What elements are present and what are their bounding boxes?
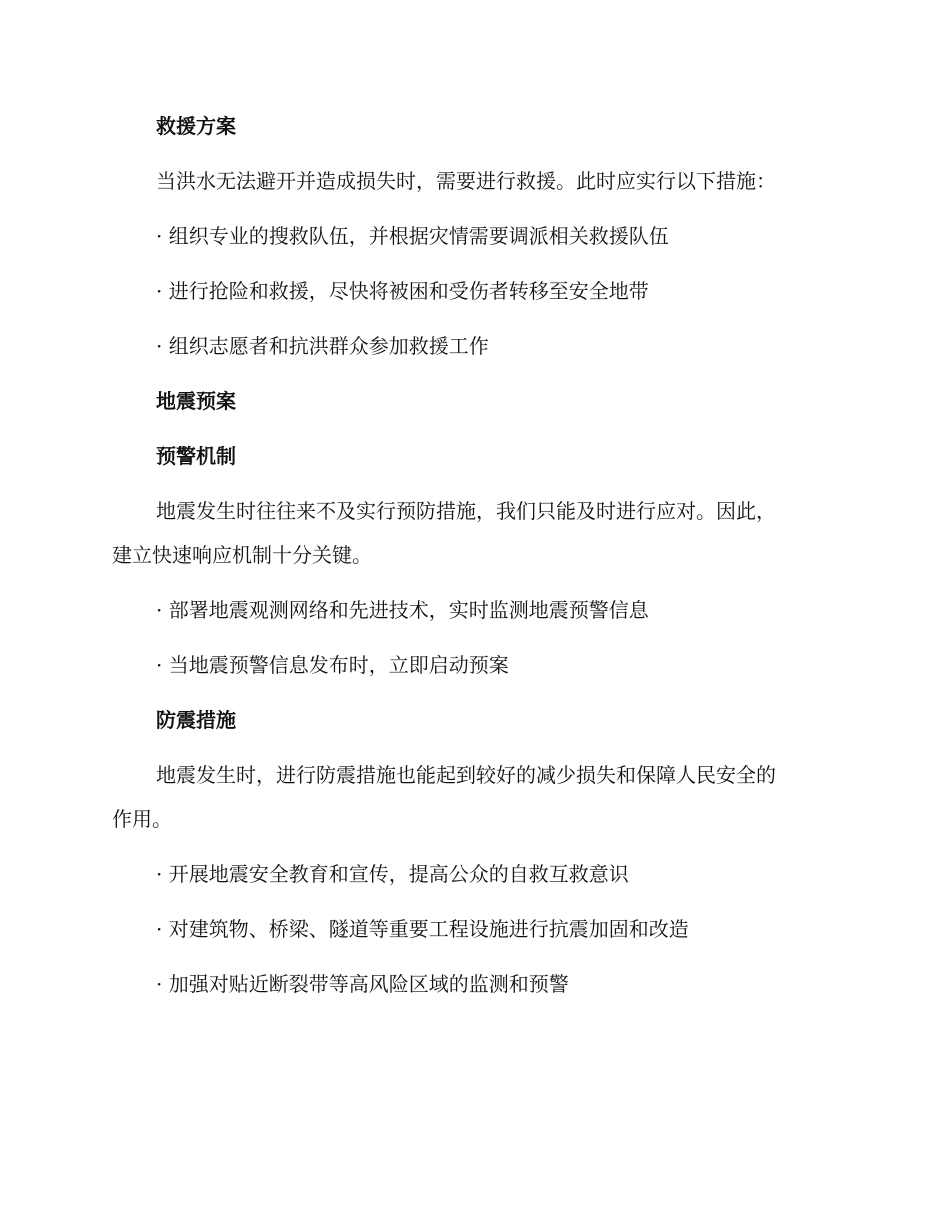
earthquake-heading: 地震预案: [156, 389, 236, 413]
rescue-bullet-2: · 进行抢险和救援，尽快将被困和受伤者转移至安全地带: [156, 279, 649, 303]
rescue-intro-paragraph: [112, 159, 838, 203]
prevention-bullet-3: · 加强对贴近断裂带等高风险区域的监测和预警: [156, 972, 569, 996]
warning-heading: 预警机制: [156, 444, 236, 468]
rescue-bullet-3: · 组织志愿者和抗洪群众参加救援工作: [156, 334, 489, 358]
warning-paragraph-line-1: 地震发生时往往来不及实行预防措施，我们只能及时进行应对。因此，: [156, 499, 776, 523]
rescue-heading: 救援方案: [156, 114, 236, 138]
prevention-paragraph-line-2: 作用。: [112, 807, 172, 831]
prevention-heading: 防震措施: [156, 708, 236, 732]
prevention-bullet-1: · 开展地震安全教育和宣传，提高公众的自救互救意识: [156, 862, 629, 886]
warning-bullet-2: · 当地震预警信息发布时，立即启动预案: [156, 653, 509, 677]
rescue-bullet-1: · 组织专业的搜救队伍，并根据灾情需要调派相关救援队伍: [156, 224, 669, 248]
warning-paragraph: [112, 489, 838, 577]
prevention-paragraph: [112, 753, 838, 841]
prevention-paragraph-line-1: 地震发生时，进行防震措施也能起到较好的减少损失和保障人民安全的: [156, 763, 776, 787]
warning-bullet-1: · 部署地震观测网络和先进技术，实时监测地震预警信息: [156, 598, 649, 622]
warning-paragraph-line-2: 建立快速响应机制十分关键。: [112, 543, 372, 567]
prevention-bullet-2: · 对建筑物、桥梁、隧道等重要工程设施进行抗震加固和改造: [156, 917, 689, 941]
rescue-intro-text: 当洪水无法避开并造成损失时，需要进行救援。此时应实行以下措施：: [156, 169, 776, 193]
